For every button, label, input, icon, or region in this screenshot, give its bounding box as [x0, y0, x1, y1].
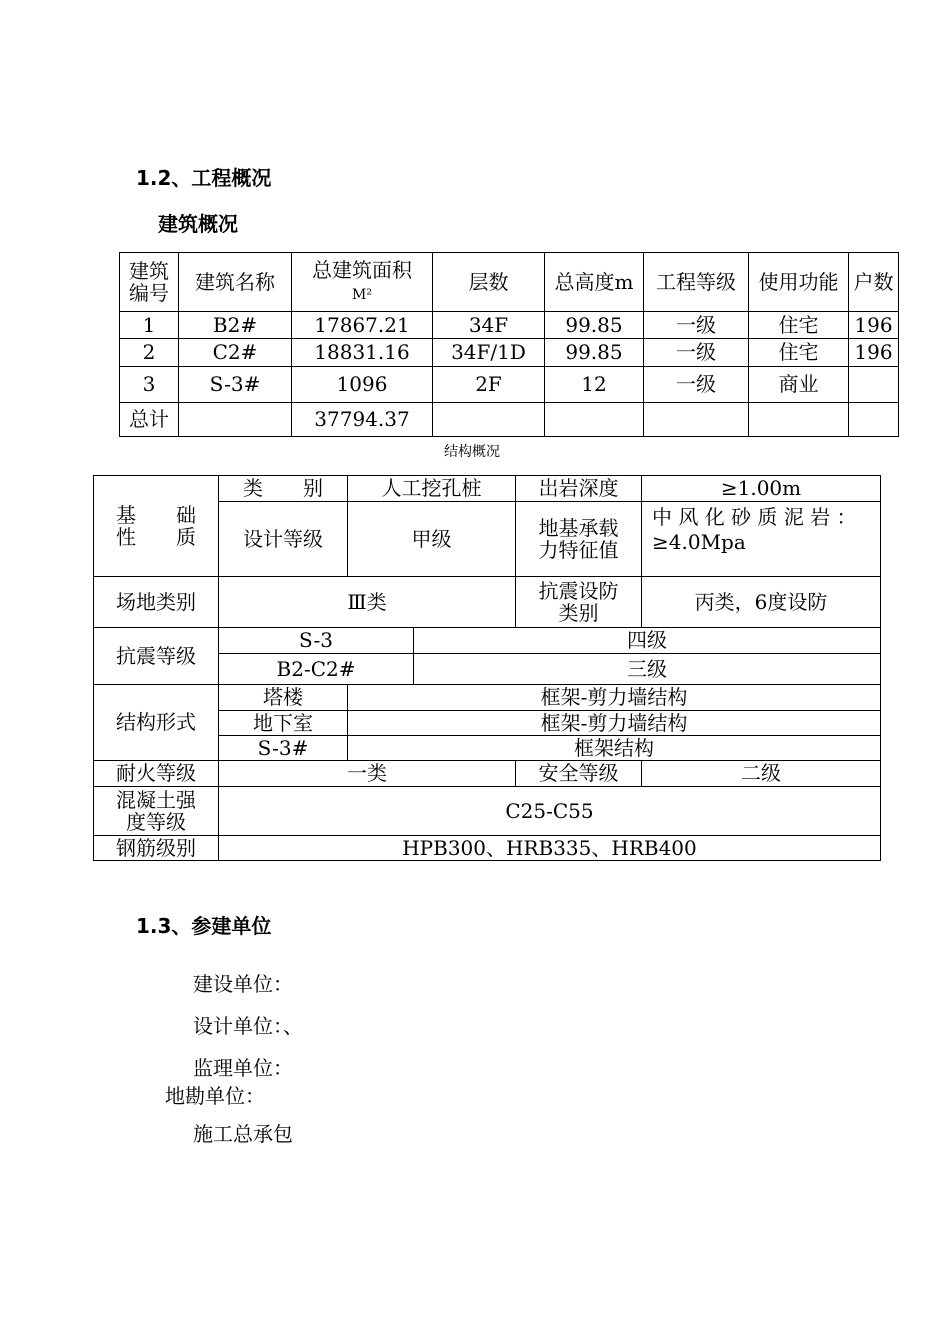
- header-usage: 使用功能: [749, 253, 849, 312]
- table-header-row: [120, 253, 899, 312]
- table-total-row: [120, 403, 899, 437]
- cell-area: 17867.21: [292, 312, 433, 339]
- structure-overview-table: [93, 475, 881, 861]
- structure-part: 地下室: [219, 711, 348, 736]
- cell-floors: 34F/1D: [433, 339, 545, 367]
- cell-usage: 住宅: [749, 312, 849, 339]
- type-value: 人工挖孔桩: [348, 476, 516, 502]
- seismic-building: B2-C2#: [219, 654, 414, 685]
- cell-name: B2#: [179, 312, 292, 339]
- safety-grade-value: 二级: [642, 761, 881, 787]
- cell-area: 18831.16: [292, 339, 433, 367]
- cell-floors: 34F: [433, 312, 545, 339]
- cell-name: C2#: [179, 339, 292, 367]
- design-grade-label: 设计等级: [219, 502, 348, 577]
- structure-form-value: 框架-剪力墙结构: [348, 711, 881, 736]
- structure-form-value: 框架结构: [348, 736, 881, 761]
- seismic-grade-label: 抗震等级: [94, 628, 219, 685]
- type-label: 类 别: [219, 476, 348, 502]
- building-overview-table: [119, 252, 899, 437]
- survey-unit-line: 地勘单位：: [165, 1084, 265, 1108]
- header-building-name: 建筑名称: [179, 253, 292, 312]
- structure-part: S-3#: [219, 736, 348, 761]
- cell-area: 1096: [292, 367, 433, 403]
- design-unit-line: 设计单位：、: [193, 1014, 303, 1038]
- cell-no: 3: [120, 367, 179, 403]
- cell-grade: 一级: [644, 339, 749, 367]
- foundation-label: 基 础 性 质: [94, 476, 219, 577]
- site-category-label: 场地类别: [94, 577, 219, 628]
- table-row: [120, 312, 899, 339]
- supervision-unit-line: 监理单位：: [193, 1056, 293, 1080]
- structure-caption: 结构概况: [444, 444, 500, 460]
- general-contractor-line: 施工总承包: [193, 1122, 293, 1146]
- subheading-building-overview: 建筑概况: [158, 212, 238, 236]
- cell-no: 2: [120, 339, 179, 367]
- cell-no: 1: [120, 312, 179, 339]
- structure-form-label: 结构形式: [94, 685, 219, 761]
- section-heading-1-2: 1.2、工程概况: [136, 166, 272, 190]
- header-total-area: 总建筑面积 M²: [292, 253, 433, 312]
- cell-grade: 一级: [644, 367, 749, 403]
- structure-form-value: 框架-剪力墙结构: [348, 685, 881, 711]
- cell-height: 99.85: [545, 312, 644, 339]
- header-floors: 层数: [433, 253, 545, 312]
- cell-usage: 住宅: [749, 339, 849, 367]
- rock-depth-value: ≥1.00m: [642, 476, 881, 502]
- header-grade: 工程等级: [644, 253, 749, 312]
- header-building-no: 建筑 编号: [120, 253, 179, 312]
- seismic-category-label: 抗震设防 类别: [516, 577, 642, 628]
- seismic-building: S-3: [219, 628, 414, 654]
- construction-unit-line: 建设单位：: [193, 972, 293, 996]
- seismic-grade-value: 四级: [414, 628, 881, 654]
- cell-units: 196: [849, 312, 899, 339]
- rock-depth-label: 岀岩深度: [516, 476, 642, 502]
- table-row: [120, 339, 899, 367]
- rebar-grade-label: 钢筋级别: [94, 836, 219, 861]
- concrete-grade-value: C25-C55: [219, 787, 881, 836]
- structure-part: 塔楼: [219, 685, 348, 711]
- cell-floors: 2F: [433, 367, 545, 403]
- section-heading-1-3: 1.3、参建单位: [136, 914, 272, 938]
- cell-usage: 商业: [749, 367, 849, 403]
- rebar-grade-value: HPB300、HRB335、HRB400: [219, 836, 881, 861]
- table-row: [120, 367, 899, 403]
- fire-rating-label: 耐火等级: [94, 761, 219, 787]
- concrete-grade-label: 混凝土强 度等级: [94, 787, 219, 836]
- seismic-category-value: 丙类，6度设防: [642, 577, 881, 628]
- cell-total-label: 总计: [120, 403, 179, 437]
- bearing-capacity-label: 地基承载 力特征值: [516, 502, 642, 577]
- cell-total-area: 37794.37: [292, 403, 433, 437]
- cell-height: 12: [545, 367, 644, 403]
- design-grade-value: 甲级: [348, 502, 516, 577]
- cell-name: S-3#: [179, 367, 292, 403]
- cell-units: [849, 367, 899, 403]
- cell-height: 99.85: [545, 339, 644, 367]
- header-height: 总高度m: [545, 253, 644, 312]
- site-category-value: Ⅲ类: [219, 577, 516, 628]
- cell-grade: 一级: [644, 312, 749, 339]
- bearing-capacity-value: 中 风 化 砂 质 泥 岩 ： ≥4.0Mpa: [642, 502, 881, 577]
- fire-rating-value: 一类: [219, 761, 516, 787]
- header-units: 户数: [849, 253, 899, 312]
- cell-units: 196: [849, 339, 899, 367]
- seismic-grade-value: 三级: [414, 654, 881, 685]
- safety-grade-label: 安全等级: [516, 761, 642, 787]
